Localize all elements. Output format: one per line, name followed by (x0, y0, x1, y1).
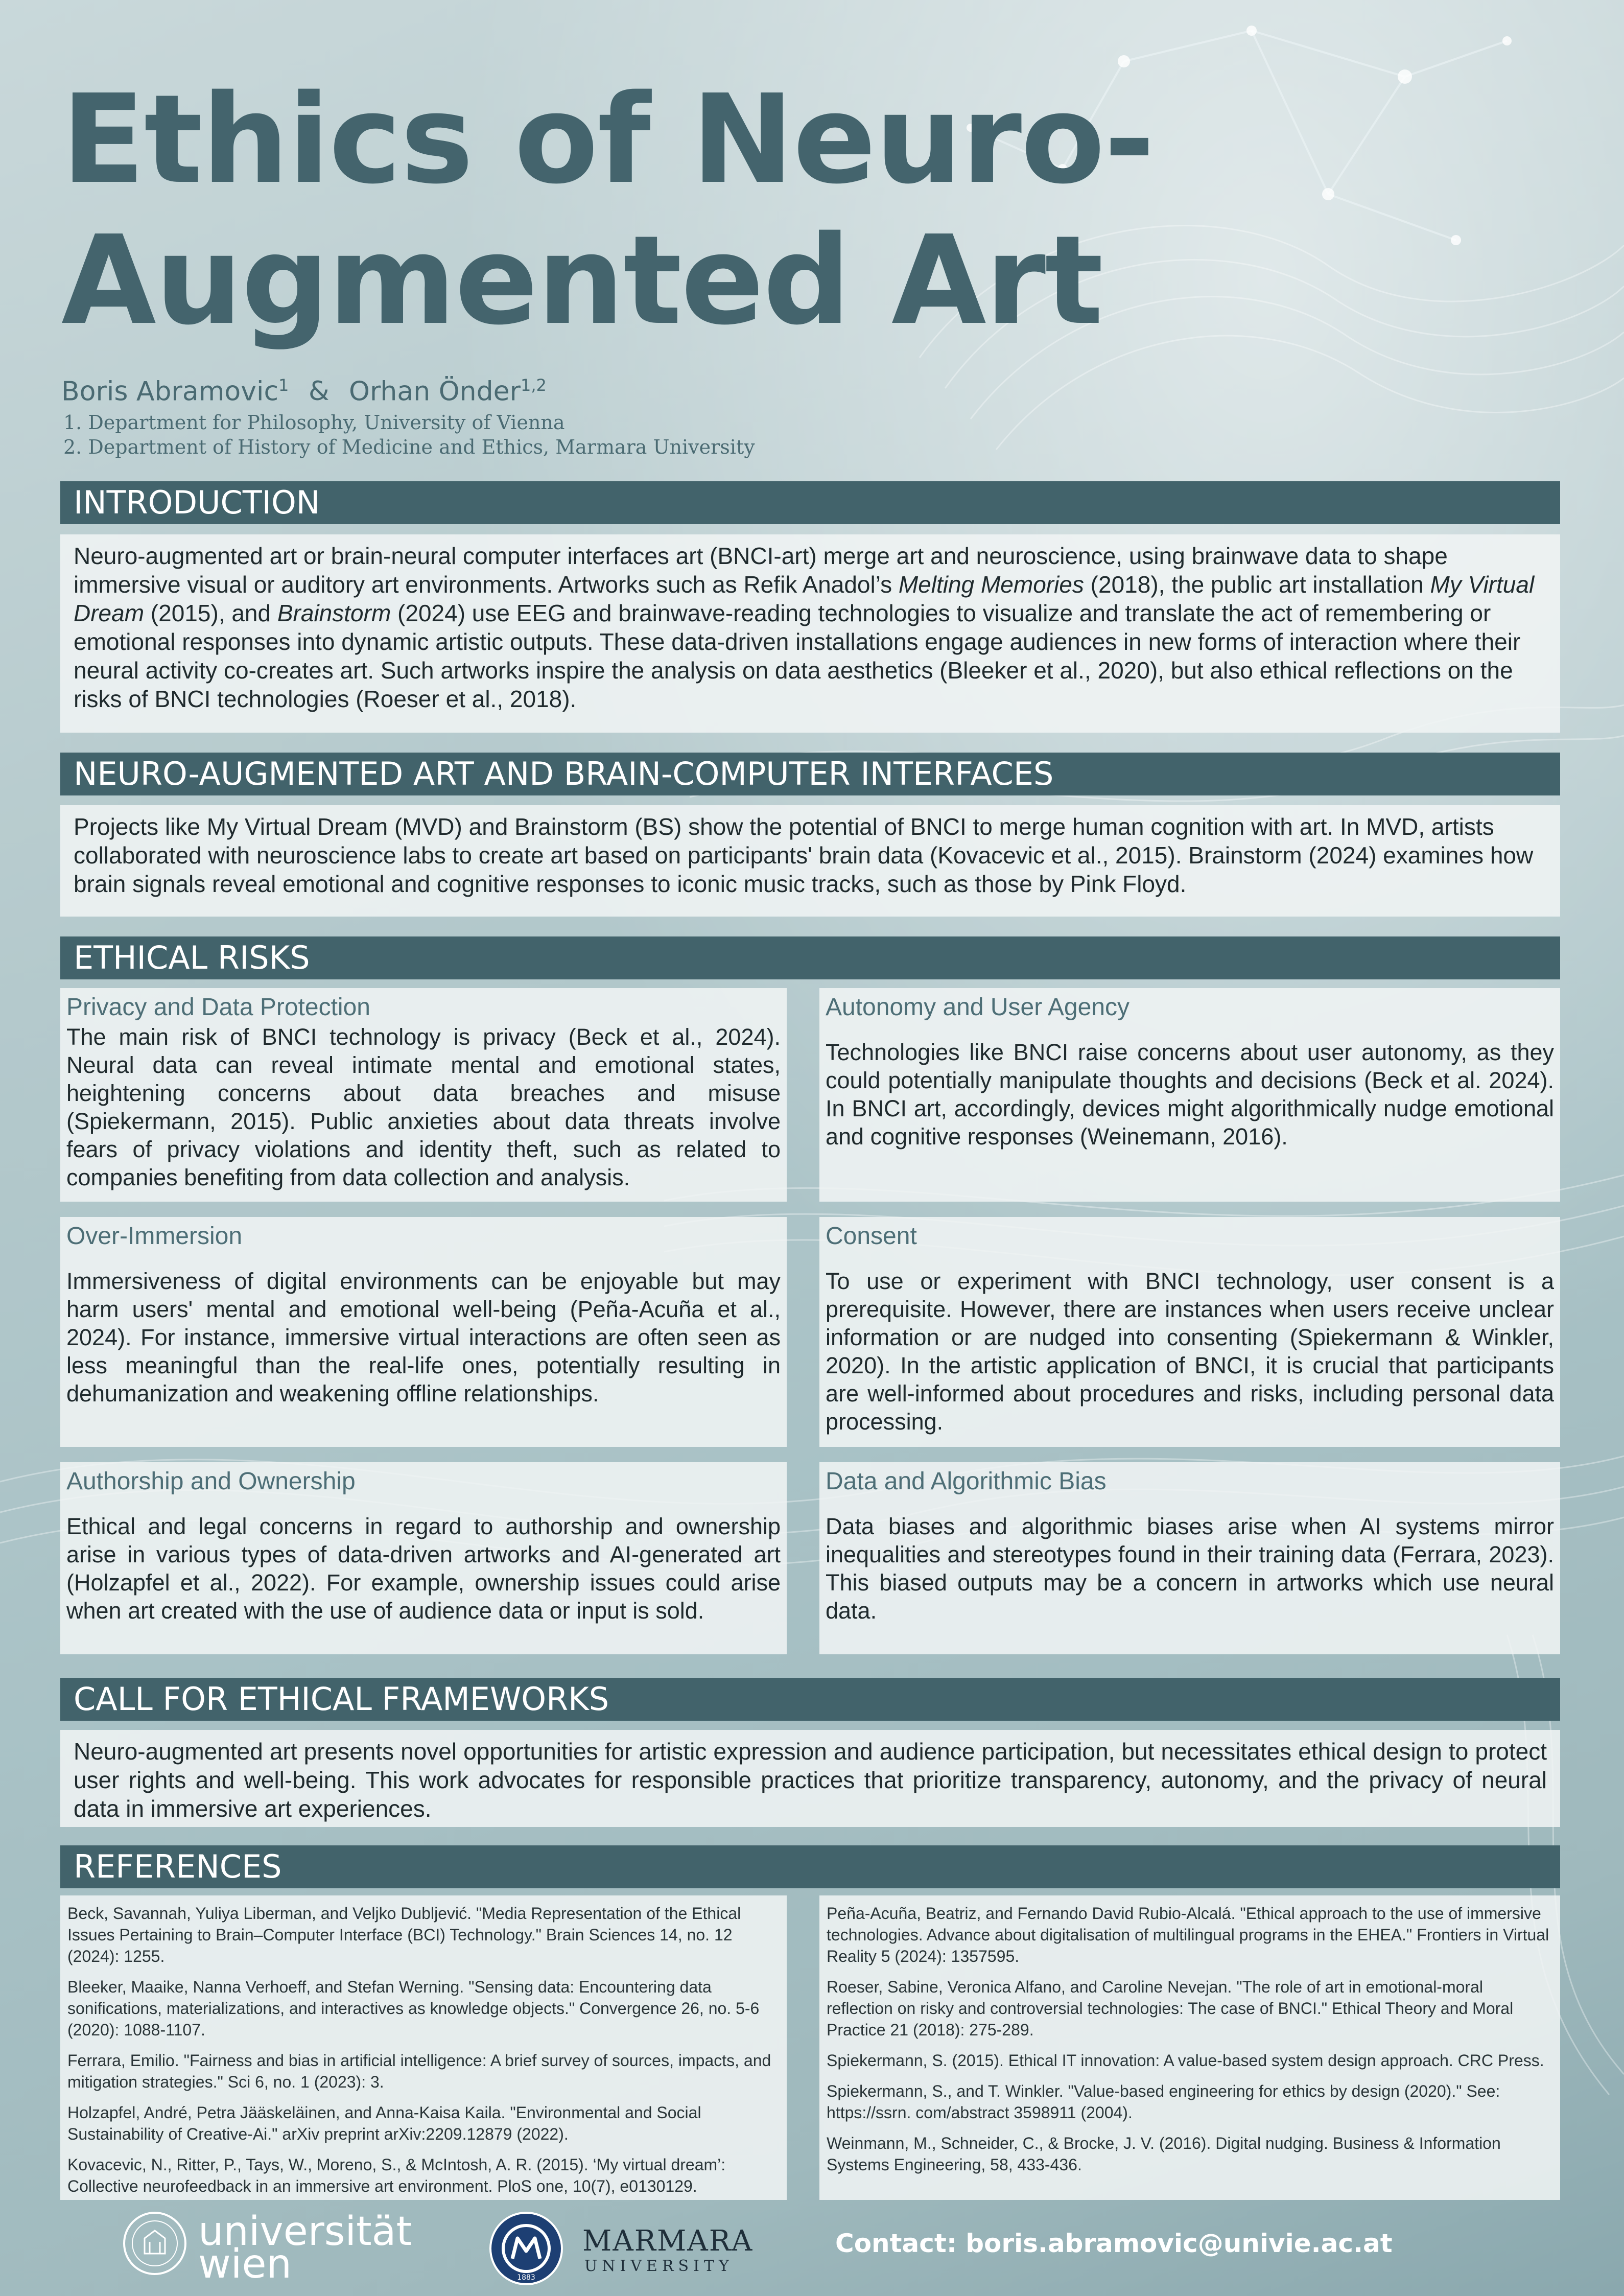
author-1-affiliation: 1 (278, 376, 289, 395)
section-heading-references: REFERENCES (60, 1845, 1560, 1888)
reference-item: Peña-Acuña, Beatriz, and Fernando David Rubio-Alcalá. "Ethical approach to the use of immersive technologies. Advance about digitalisation of multilingual programs in the EHEA." Frontiers in Virtual Reality 5 (2024): 1357595. (827, 1904, 1549, 1965)
marmara-seal-icon (488, 2210, 564, 2287)
affiliation-1: 1. Department for Philosophy, University of Vienna (63, 411, 565, 434)
marmara-subtitle: UNIVERSITY (584, 2257, 734, 2275)
artwork-melting-memories: Melting Memories (898, 571, 1084, 598)
title-line-2: Augmented Art (61, 209, 1102, 352)
artwork-my-virtual-dream: My Virtual Dream (74, 571, 1535, 626)
artwork-brainstorm: Brainstorm (277, 600, 391, 626)
author-line (61, 376, 547, 407)
references-right (819, 1895, 1560, 2200)
risk-bias (819, 1462, 1560, 1654)
reference-item: Kovacevic, N., Ritter, P., Tays, W., Moreno, S., & McIntosh, A. R. (2015). ‘My virtual dream’: Collective neurofeedback in an immersive art environment. PloS one, 10(7), e0130129. (67, 2156, 726, 2195)
risk-privacy-text: The main risk of BNCI technology is privacy (Beck et al., 2024). Neural data can reveal intimate mental and emotional states, heightening concerns about data breaches and misuse (Spiekermann, 2015). Public anxieties about data threats involve fears of privacy violations and identity theft, such as related to companies benefiting from data collection and analysis. (66, 1024, 781, 1190)
contact-email[interactable]: boris.abramovic@univie.ac.at (966, 2229, 1393, 2258)
introduction-text: Neuro-augmented art or brain-neural computer interfaces art (BNCI-art) merge art and neuroscience, using brainwave data to shape immersive visual or auditory art environments. Artworks such as Refik Anadol’s Melting Memories (2018), the public art installation My Virtual Dream (2015), and Brainstorm (2024) use EEG and brainwave-reading technologies to visualize and translate the act of remembering or emotional responses into dynamic artistic outputs. These data-driven installations engage audiences in new forms of interaction where their neural activity co-creates art. Such artworks inspire the analysis on data aesthetics (Bleeker et al., 2020), but also ethical reflections on the risks of BNCI technologies (Roeser et al., 2018). (74, 543, 1535, 712)
reference-item: Spiekermann, S., and T. Winkler. "Value-based engineering for ethics by design (2020)." See: https://ssrn. com/abstract 3598911 (2004). (827, 2082, 1500, 2122)
univie-seal-icon (122, 2210, 188, 2277)
introduction-panel (60, 534, 1560, 733)
section-heading-ethical-risks: ETHICAL RISKS (60, 936, 1560, 979)
title-line-1: Ethics of Neuro- (61, 68, 1154, 211)
author-1: Boris Abramovic (61, 376, 279, 407)
marmara-seal-year: 1883 (517, 2274, 535, 2282)
risk-bias-text: Data biases and algorithmic biases arise when AI systems mirror inequalities and stereotypes found in their training data (Ferrara, 2023). This biased outputs may be a concern in artworks which use neural data. (826, 1513, 1554, 1624)
author-2: Orhan Önder (349, 376, 521, 407)
univie-line-1: universität (198, 2209, 412, 2255)
author-separator: & (308, 376, 329, 407)
reference-item: Bleeker, Maaike, Nanna Verhoeff, and Stefan Werning. "Sensing data: Encountering data sonifications, materializations, and interactives as knowledge objects." Convergence 26, no. 5-6 (2020): 1088-1107. (67, 1978, 760, 2039)
call-text: Neuro-augmented art presents novel opportunities for artistic expression and audience participation, but necessitates ethical design to protect user rights and well-being. This work advocates for responsible practices that prioritize transparency, autonomy, and the privacy of neural data in immersive art experiences. (74, 1738, 1547, 1822)
reference-item: Roeser, Sabine, Veronica Alfano, and Caroline Nevejan. "The role of art in emotional-moral reflection on risky and controversial technologies: The case of BNCI." Ethical Theory and Moral Practice 21 (2018): 275-289. (827, 1978, 1514, 2039)
risk-autonomy (819, 988, 1560, 1202)
reference-item: Holzapfel, André, Petra Jääskeläinen, and Anna-Kaisa Kaila. "Environmental and Social Sustainability of Creative-Ai." arXiv preprint arXiv:2209.12879 (2022). (67, 2103, 701, 2143)
call-panel (60, 1730, 1560, 1827)
risk-privacy-title: Privacy and Data Protection (66, 994, 370, 1021)
reference-item: Beck, Savannah, Yuliya Liberman, and Veljko Dubljević. "Media Representation of the Ethical Issues Pertaining to Brain–Computer Interface (BCI) Technology." Brain Sciences 14, no. 12 (2024): 1255. (67, 1904, 741, 1965)
risk-privacy (60, 988, 787, 1202)
section-heading-call: CALL FOR ETHICAL FRAMEWORKS (60, 1678, 1560, 1721)
risk-over-immersion (60, 1217, 787, 1447)
risk-authorship-text: Ethical and legal concerns in regard to authorship and ownership arise in various types of data-driven artworks and AI-generated art (Holzapfel et al., 2022). For example, ownership issues could arise when art created with the use of audience data or input is sold. (66, 1513, 781, 1624)
author-2-affiliation: 1,2 (521, 376, 547, 395)
risk-over-immersion-text: Immersiveness of digital environments can be enjoyable but may harm users' mental and emotional well-being (Peña-Acuña et al., 2024). For instance, immersive virtual interactions are often seen as less meaningful than the real-life ones, potentially resulting in dehumanization and weakening offline relationships. (66, 1268, 781, 1407)
contact-info (835, 2229, 1393, 2258)
section-heading-bci: NEURO-AUGMENTED ART AND BRAIN-COMPUTER INTERFACES (60, 753, 1560, 795)
contact-label: Contact: (835, 2229, 957, 2258)
bci-panel (60, 805, 1560, 917)
reference-item: Ferrara, Emilio. "Fairness and bias in artificial intelligence: A brief survey of sources, impacts, and mitigation strategies." Sci 6, no. 1 (2023): 3. (67, 2051, 771, 2091)
risk-authorship-title: Authorship and Ownership (66, 1468, 356, 1495)
univie-wordmark (198, 2209, 412, 2287)
risk-over-immersion-title: Over-Immersion (66, 1223, 243, 1250)
univie-line-2: wien (198, 2241, 292, 2287)
section-heading-introduction: INTRODUCTION (60, 481, 1560, 524)
risk-consent-title: Consent (826, 1223, 917, 1250)
risk-consent (819, 1217, 1560, 1447)
references-left (60, 1895, 787, 2200)
bci-text: Projects like My Virtual Dream (MVD) and Brainstorm (BS) show the potential of BNCI to merge human cognition with art. In MVD, artists collaborated with neuroscience labs to create art based on participants' brain data (Kovacevic et al., 2015). Brainstorm (2024) examines how brain signals reveal emotional and cognitive responses to iconic music tracks, such as those by Pink Floyd. (74, 813, 1534, 897)
risk-consent-text: To use or experiment with BNCI technology, user consent is a prerequisite. However, there are instances when users receive unclear information or are nudged into consenting (Spiekermann & Winkler, 2020). In the artistic application of BNCI, it is crucial that participants are well-informed about procedures and risks, including personal data processing. (826, 1268, 1554, 1435)
risk-bias-title: Data and Algorithmic Bias (826, 1468, 1107, 1495)
reference-item: Spiekermann, S. (2015). Ethical IT innovation: A value-based system design approach. CRC Press. (827, 2051, 1544, 2070)
reference-item: Weinmann, M., Schneider, C., & Brocke, J. V. (2016). Digital nudging. Business & Information Systems Engineering, 58, 433-436. (827, 2134, 1501, 2174)
risk-autonomy-title: Autonomy and User Agency (826, 994, 1130, 1021)
risk-authorship (60, 1462, 787, 1654)
affiliation-2: 2. Department of History of Medicine and Ethics, Marmara University (63, 436, 755, 458)
marmara-name: MARMARA (582, 2224, 754, 2258)
risk-autonomy-text: Technologies like BNCI raise concerns about user autonomy, as they could potentially manipulate thoughts and decisions (Beck et al. 2024). In BNCI art, accordingly, devices might algorithmically nudge emotional and cognitive responses (Weinemann, 2016). (826, 1039, 1554, 1150)
poster-title (61, 69, 1236, 351)
